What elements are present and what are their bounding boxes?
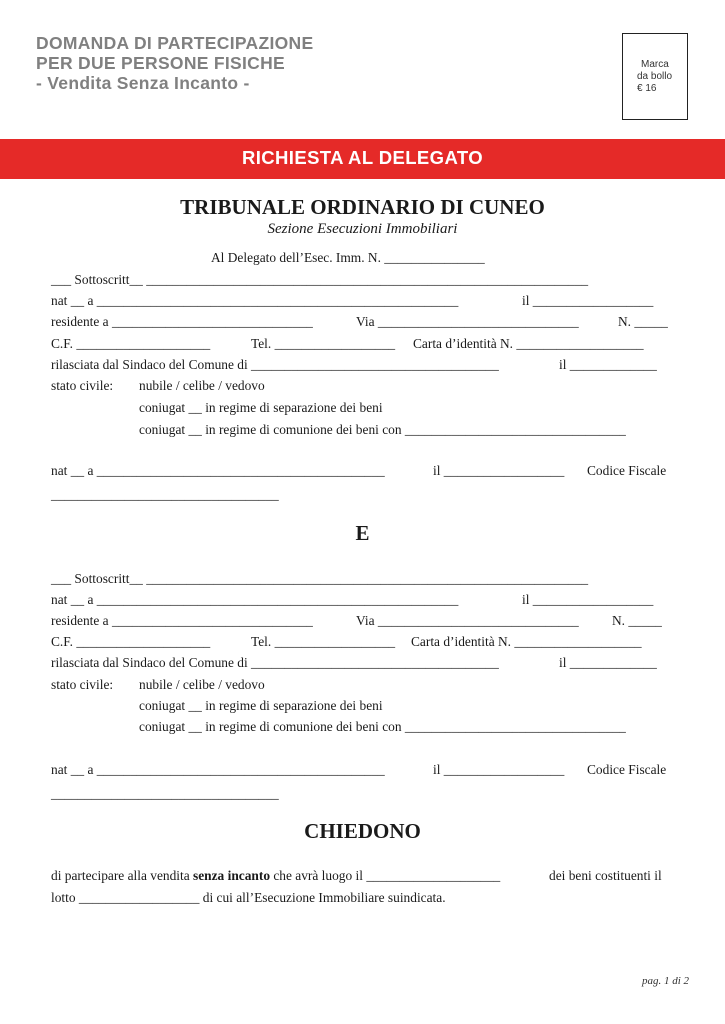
form-title-line2: PER DUE PERSONE FISICHE (36, 53, 286, 73)
stamp-line1: Marca (641, 59, 669, 70)
p2-id-card-field[interactable]: Carta d’identità N. ___________________ (411, 634, 642, 649)
form-title-line1: DOMANDA DI PARTECIPAZIONE (36, 33, 314, 53)
court-title: TRIBUNALE ORDINARIO DI CUNEO (180, 195, 545, 219)
p1-spouse-birth-field[interactable]: nat __ a ___________________________________________ (51, 463, 385, 478)
p1-civic-number-field[interactable]: N. _____ (618, 314, 668, 329)
p1-id-card-field[interactable]: Carta d’identità N. ___________________ (413, 336, 644, 351)
request-line1 (51, 868, 500, 884)
p1-spouse-date-field[interactable]: il __________________ (433, 463, 565, 478)
p2-nato-field[interactable]: nat __ a ______________________________________________________ (51, 592, 459, 607)
request-text-a: di partecipare alla vendita (51, 868, 194, 883)
p2-option-single[interactable]: nubile / celibe / vedovo (139, 677, 265, 692)
p2-nato-date-field[interactable]: il __________________ (522, 592, 654, 607)
p2-marital-status-label: stato civile: (51, 677, 114, 692)
section-banner-title: RICHIESTA AL DELEGATO (241, 147, 484, 168)
revenue-stamp-box (622, 33, 688, 120)
request-lot-line[interactable]: lotto __________________ di cui all’Esecuzione Immobiliare suindicata. (51, 890, 446, 905)
p2-civic-number-field[interactable]: N. _____ (612, 613, 662, 628)
request-text-d: dei beni costituenti il (549, 868, 662, 883)
p2-option-community[interactable]: coniugat __ in regime di comunione dei beni con _________________________________ (139, 719, 626, 734)
p1-option-community[interactable]: coniugat __ in regime di comunione dei beni con _________________________________ (139, 422, 626, 437)
court-section: Sezione Esecuzioni Immobiliari (267, 221, 458, 237)
p2-cf-field[interactable]: C.F. ____________________ (51, 634, 211, 649)
stamp-line3: € 16 (637, 83, 657, 94)
p1-tax-code-label: Codice Fiscale (587, 463, 667, 478)
request-date-field[interactable]: che avrà luogo il ____________________ (270, 868, 501, 883)
p1-issued-date-field[interactable]: il _____________ (559, 357, 657, 372)
p2-issued-date-field[interactable]: il _____________ (559, 655, 657, 670)
p2-sottoscritto-field[interactable]: ___ Sottoscritt__ __________________________________________________________________ (51, 571, 589, 586)
p1-tel-field[interactable]: Tel. __________________ (251, 336, 396, 351)
p1-nato-date-field[interactable]: il __________________ (522, 293, 654, 308)
p2-tel-field[interactable]: Tel. __________________ (251, 634, 396, 649)
p2-tax-code-field[interactable]: __________________________________ (51, 786, 279, 801)
p1-sottoscritto-field[interactable]: ___ Sottoscritt__ __________________________________________________________________ (51, 272, 589, 287)
p1-option-single[interactable]: nubile / celibe / vedovo (139, 378, 265, 393)
p2-tax-code-label: Codice Fiscale (587, 762, 667, 777)
form-title (36, 33, 313, 93)
p1-cf-field[interactable]: C.F. ____________________ (51, 336, 211, 351)
p2-spouse-date-field[interactable]: il __________________ (433, 762, 565, 777)
p1-nato-field[interactable]: nat __ a ______________________________________________________ (51, 293, 459, 308)
p1-via-field[interactable]: Via ______________________________ (356, 314, 579, 329)
p2-via-field[interactable]: Via ______________________________ (356, 613, 579, 628)
stamp-line2: da bollo (637, 71, 673, 82)
request-title: CHIEDONO (304, 819, 421, 843)
p2-issued-by-field[interactable]: rilasciata dal Sindaco del Comune di _____________________________________ (51, 655, 499, 670)
page-number: pag. 1 di 2 (641, 975, 689, 987)
request-text-bold: senza incanto (193, 868, 271, 883)
p1-tax-code-field[interactable]: __________________________________ (51, 487, 279, 502)
form-title-line3: - Vendita Senza Incanto - (36, 73, 250, 93)
p2-option-separation[interactable]: coniugat __ in regime di separazione dei beni (139, 698, 383, 713)
p2-residente-field[interactable]: residente a ______________________________ (51, 613, 313, 628)
p1-issued-by-field[interactable]: rilasciata dal Sindaco del Comune di _____________________________________ (51, 357, 499, 372)
and-separator: E (355, 521, 370, 545)
p2-spouse-birth-field[interactable]: nat __ a ___________________________________________ (51, 762, 385, 777)
p1-residente-field[interactable]: residente a ______________________________ (51, 314, 313, 329)
p1-option-separation[interactable]: coniugat __ in regime di separazione dei beni (139, 400, 383, 415)
delegate-line: Al Delegato dell’Esec. Imm. N. _______________ (211, 250, 485, 265)
p1-marital-status-label: stato civile: (51, 378, 114, 393)
